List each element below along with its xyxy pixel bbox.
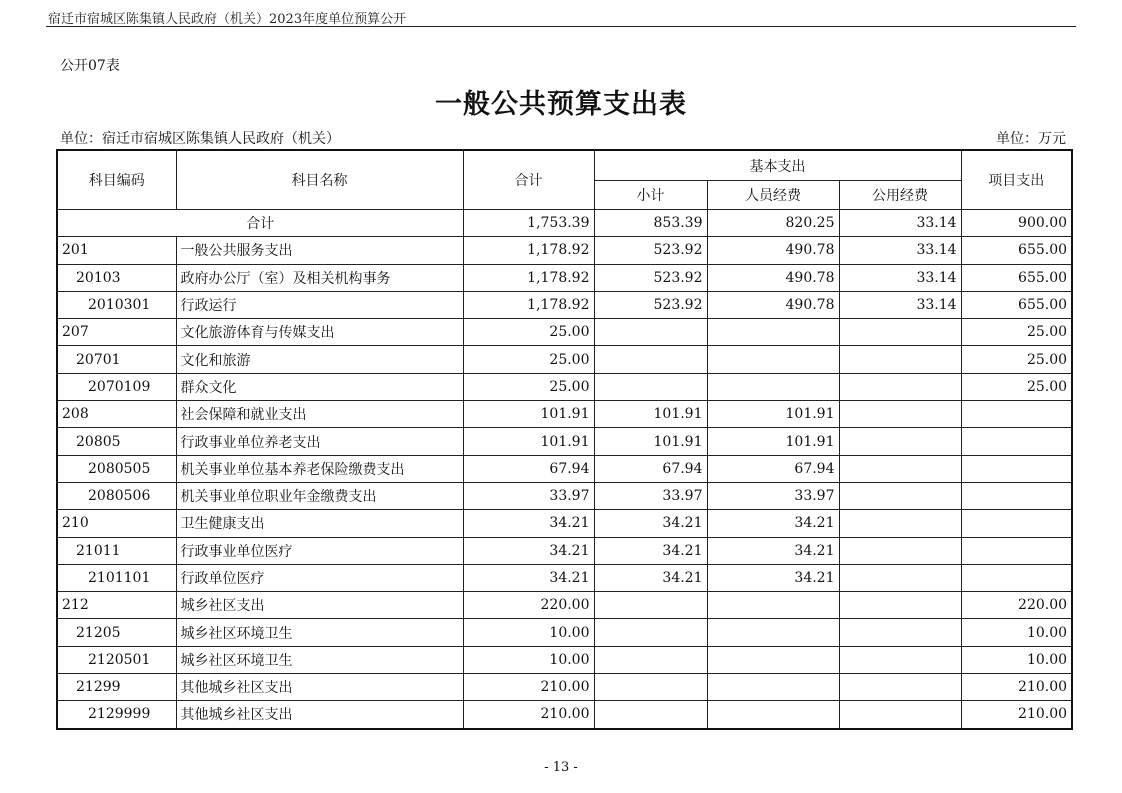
project-cell: 900.00 xyxy=(961,210,1072,237)
total-cell: 210.00 xyxy=(463,701,594,729)
personnel-cell xyxy=(707,592,839,619)
personnel-cell xyxy=(707,701,839,729)
code-cell: 2120501 xyxy=(57,646,176,673)
total-cell: 34.21 xyxy=(463,537,594,564)
table-number: 公开07表 xyxy=(60,58,120,74)
code-cell: 212 xyxy=(57,592,176,619)
project-cell xyxy=(961,455,1072,482)
total-row xyxy=(57,210,1072,237)
subtotal-cell xyxy=(594,319,707,346)
code-cell: 207 xyxy=(57,319,176,346)
subtotal-cell: 523.92 xyxy=(594,291,707,318)
public-cell: 33.14 xyxy=(839,237,961,264)
table-row xyxy=(57,510,1072,537)
name-cell: 行政事业单位养老支出 xyxy=(176,428,463,455)
table-row xyxy=(57,537,1072,564)
public-cell xyxy=(839,646,961,673)
total-cell: 10.00 xyxy=(463,646,594,673)
table-row xyxy=(57,701,1072,729)
personnel-cell: 101.91 xyxy=(707,401,839,428)
unit-name: 单位：宿迁市宿城区陈集镇人民政府（机关） xyxy=(60,131,340,147)
col-header-total: 合计 xyxy=(463,150,594,210)
code-cell: 210 xyxy=(57,510,176,537)
public-cell: 33.14 xyxy=(839,210,961,237)
public-cell: 33.14 xyxy=(839,291,961,318)
name-cell: 其他城乡社区支出 xyxy=(176,701,463,729)
subtotal-cell xyxy=(594,646,707,673)
code-cell: 21205 xyxy=(57,619,176,646)
project-cell: 10.00 xyxy=(961,619,1072,646)
name-cell: 社会保障和就业支出 xyxy=(176,401,463,428)
project-cell: 25.00 xyxy=(961,373,1072,400)
subtotal-cell: 67.94 xyxy=(594,455,707,482)
project-cell: 10.00 xyxy=(961,646,1072,673)
col-header-project: 项目支出 xyxy=(961,150,1072,210)
name-cell: 行政运行 xyxy=(176,291,463,318)
table-row xyxy=(57,346,1072,373)
name-cell: 其他城乡社区支出 xyxy=(176,674,463,701)
public-cell xyxy=(839,510,961,537)
currency-unit: 单位：万元 xyxy=(996,131,1066,147)
total-cell: 220.00 xyxy=(463,592,594,619)
subtotal-cell: 33.97 xyxy=(594,482,707,509)
project-cell: 220.00 xyxy=(961,592,1072,619)
code-cell: 2129999 xyxy=(57,701,176,729)
code-cell: 21299 xyxy=(57,674,176,701)
total-cell: 25.00 xyxy=(463,346,594,373)
total-cell: 25.00 xyxy=(463,319,594,346)
project-cell: 25.00 xyxy=(961,319,1072,346)
public-cell xyxy=(839,537,961,564)
personnel-cell xyxy=(707,319,839,346)
subtotal-cell xyxy=(594,592,707,619)
name-cell: 机关事业单位职业年金缴费支出 xyxy=(176,482,463,509)
table-row xyxy=(57,401,1072,428)
code-cell: 21011 xyxy=(57,537,176,564)
subtotal-cell xyxy=(594,674,707,701)
col-header-name: 科目名称 xyxy=(176,150,463,210)
total-cell: 67.94 xyxy=(463,455,594,482)
name-cell: 一般公共服务支出 xyxy=(176,237,463,264)
code-cell: 201 xyxy=(57,237,176,264)
personnel-cell: 490.78 xyxy=(707,237,839,264)
subtotal-cell: 523.92 xyxy=(594,264,707,291)
public-cell xyxy=(839,701,961,729)
total-cell: 34.21 xyxy=(463,564,594,591)
name-cell: 机关事业单位基本养老保险缴费支出 xyxy=(176,455,463,482)
code-cell: 2080506 xyxy=(57,482,176,509)
header-row-1 xyxy=(57,150,1072,181)
personnel-cell: 33.97 xyxy=(707,482,839,509)
public-cell xyxy=(839,346,961,373)
table-row xyxy=(57,319,1072,346)
col-header-subtotal: 小计 xyxy=(594,181,707,210)
code-cell: 20103 xyxy=(57,264,176,291)
name-cell: 文化旅游体育与传媒支出 xyxy=(176,319,463,346)
total-cell: 33.97 xyxy=(463,482,594,509)
table-row xyxy=(57,264,1072,291)
total-cell: 34.21 xyxy=(463,510,594,537)
project-cell: 210.00 xyxy=(961,701,1072,729)
code-cell: 208 xyxy=(57,401,176,428)
subtotal-cell xyxy=(594,373,707,400)
total-cell: 210.00 xyxy=(463,674,594,701)
public-cell xyxy=(839,674,961,701)
name-cell: 城乡社区环境卫生 xyxy=(176,619,463,646)
subtotal-cell: 34.21 xyxy=(594,510,707,537)
public-cell xyxy=(839,319,961,346)
public-cell xyxy=(839,482,961,509)
total-cell: 25.00 xyxy=(463,373,594,400)
project-cell xyxy=(961,482,1072,509)
code-cell: 2101101 xyxy=(57,564,176,591)
code-cell: 2080505 xyxy=(57,455,176,482)
name-cell: 行政单位医疗 xyxy=(176,564,463,591)
total-label: 合计 xyxy=(57,210,463,237)
public-cell xyxy=(839,619,961,646)
table-row xyxy=(57,373,1072,400)
subtotal-cell: 523.92 xyxy=(594,237,707,264)
table-row xyxy=(57,619,1072,646)
personnel-cell: 490.78 xyxy=(707,264,839,291)
personnel-cell: 101.91 xyxy=(707,428,839,455)
budget-table xyxy=(56,149,1073,730)
total-cell: 1,178.92 xyxy=(463,237,594,264)
personnel-cell: 34.21 xyxy=(707,564,839,591)
personnel-cell: 67.94 xyxy=(707,455,839,482)
name-cell: 文化和旅游 xyxy=(176,346,463,373)
project-cell: 655.00 xyxy=(961,264,1072,291)
subtotal-cell: 34.21 xyxy=(594,537,707,564)
public-cell xyxy=(839,455,961,482)
table-row xyxy=(57,237,1072,264)
project-cell: 655.00 xyxy=(961,237,1072,264)
public-cell xyxy=(839,592,961,619)
project-cell: 25.00 xyxy=(961,346,1072,373)
name-cell: 卫生健康支出 xyxy=(176,510,463,537)
subtotal-cell xyxy=(594,701,707,729)
personnel-cell xyxy=(707,346,839,373)
personnel-cell xyxy=(707,619,839,646)
project-cell xyxy=(961,564,1072,591)
col-header-basic: 基本支出 xyxy=(594,150,961,181)
total-cell: 101.91 xyxy=(463,401,594,428)
subtotal-cell: 34.21 xyxy=(594,564,707,591)
total-cell: 101.91 xyxy=(463,428,594,455)
col-header-code: 科目编码 xyxy=(57,150,176,210)
project-cell xyxy=(961,428,1072,455)
public-cell xyxy=(839,373,961,400)
subtotal-cell: 853.39 xyxy=(594,210,707,237)
col-header-public: 公用经费 xyxy=(839,181,961,210)
code-cell: 20805 xyxy=(57,428,176,455)
table-row xyxy=(57,428,1072,455)
table-row xyxy=(57,592,1072,619)
page-title: 一般公共预算支出表 xyxy=(435,89,687,120)
code-cell: 20701 xyxy=(57,346,176,373)
personnel-cell: 820.25 xyxy=(707,210,839,237)
subtotal-cell: 101.91 xyxy=(594,428,707,455)
project-cell xyxy=(961,510,1072,537)
personnel-cell: 34.21 xyxy=(707,537,839,564)
table-row xyxy=(57,482,1072,509)
col-header-personnel: 人员经费 xyxy=(707,181,839,210)
name-cell: 城乡社区环境卫生 xyxy=(176,646,463,673)
header-rule xyxy=(46,26,1076,27)
page-number: - 13 - xyxy=(544,760,578,775)
subtotal-cell xyxy=(594,346,707,373)
personnel-cell: 34.21 xyxy=(707,510,839,537)
total-cell: 1,178.92 xyxy=(463,264,594,291)
public-cell: 33.14 xyxy=(839,264,961,291)
name-cell: 政府办公厅（室）及相关机构事务 xyxy=(176,264,463,291)
table-row xyxy=(57,646,1072,673)
name-cell: 行政事业单位医疗 xyxy=(176,537,463,564)
public-cell xyxy=(839,428,961,455)
running-header: 宿迁市宿城区陈集镇人民政府（机关）2023年度单位预算公开 xyxy=(48,12,407,27)
table-row xyxy=(57,455,1072,482)
project-cell xyxy=(961,537,1072,564)
personnel-cell xyxy=(707,674,839,701)
table-row xyxy=(57,564,1072,591)
project-cell: 655.00 xyxy=(961,291,1072,318)
subtotal-cell: 101.91 xyxy=(594,401,707,428)
public-cell xyxy=(839,401,961,428)
project-cell: 210.00 xyxy=(961,674,1072,701)
code-cell: 2010301 xyxy=(57,291,176,318)
subtotal-cell xyxy=(594,619,707,646)
personnel-cell xyxy=(707,646,839,673)
project-cell xyxy=(961,401,1072,428)
personnel-cell xyxy=(707,373,839,400)
total-cell: 1,753.39 xyxy=(463,210,594,237)
public-cell xyxy=(839,564,961,591)
total-cell: 10.00 xyxy=(463,619,594,646)
table-row xyxy=(57,674,1072,701)
total-cell: 1,178.92 xyxy=(463,291,594,318)
code-cell: 2070109 xyxy=(57,373,176,400)
personnel-cell: 490.78 xyxy=(707,291,839,318)
table-row xyxy=(57,291,1072,318)
name-cell: 城乡社区支出 xyxy=(176,592,463,619)
name-cell: 群众文化 xyxy=(176,373,463,400)
